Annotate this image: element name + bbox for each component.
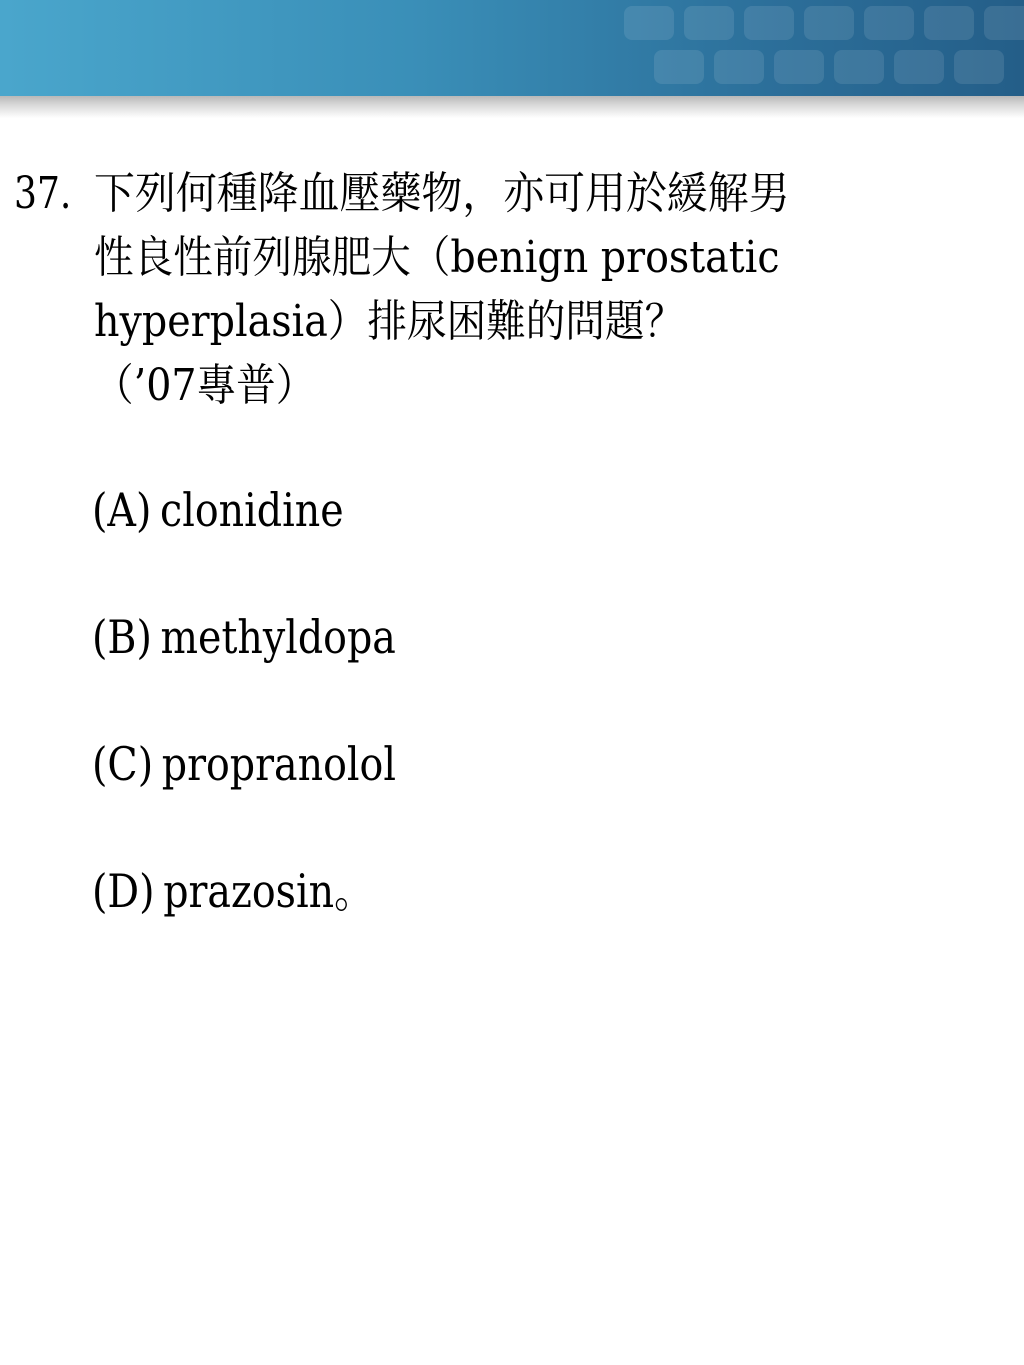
option-text: clonidine: [160, 483, 344, 537]
question-number: 37.: [14, 168, 72, 219]
header-shadow: [0, 96, 1024, 118]
question-line: （’07專普）: [94, 360, 316, 411]
option-text: prazosin。: [163, 864, 374, 918]
option-label: (A): [92, 483, 152, 537]
question-line: 性良性前列腺肥大（benign prostatic: [94, 232, 780, 283]
header-banner: [0, 0, 1024, 96]
option-text: methyldopa: [160, 610, 396, 664]
option-a: [92, 478, 344, 542]
option-b: [92, 605, 396, 669]
option-d: [92, 859, 374, 923]
option-label: (D): [92, 864, 155, 918]
question-line: 下列何種降血壓藥物，亦可用於緩解男: [94, 168, 790, 219]
question-text: [94, 162, 1004, 418]
option-c: [92, 732, 396, 796]
question-line: hyperplasia）排尿困難的問題？: [94, 296, 685, 347]
option-text: propranolol: [161, 737, 397, 791]
option-label: (C): [92, 737, 154, 791]
option-label: (B): [92, 610, 152, 664]
header-decoration: [604, 0, 1024, 96]
